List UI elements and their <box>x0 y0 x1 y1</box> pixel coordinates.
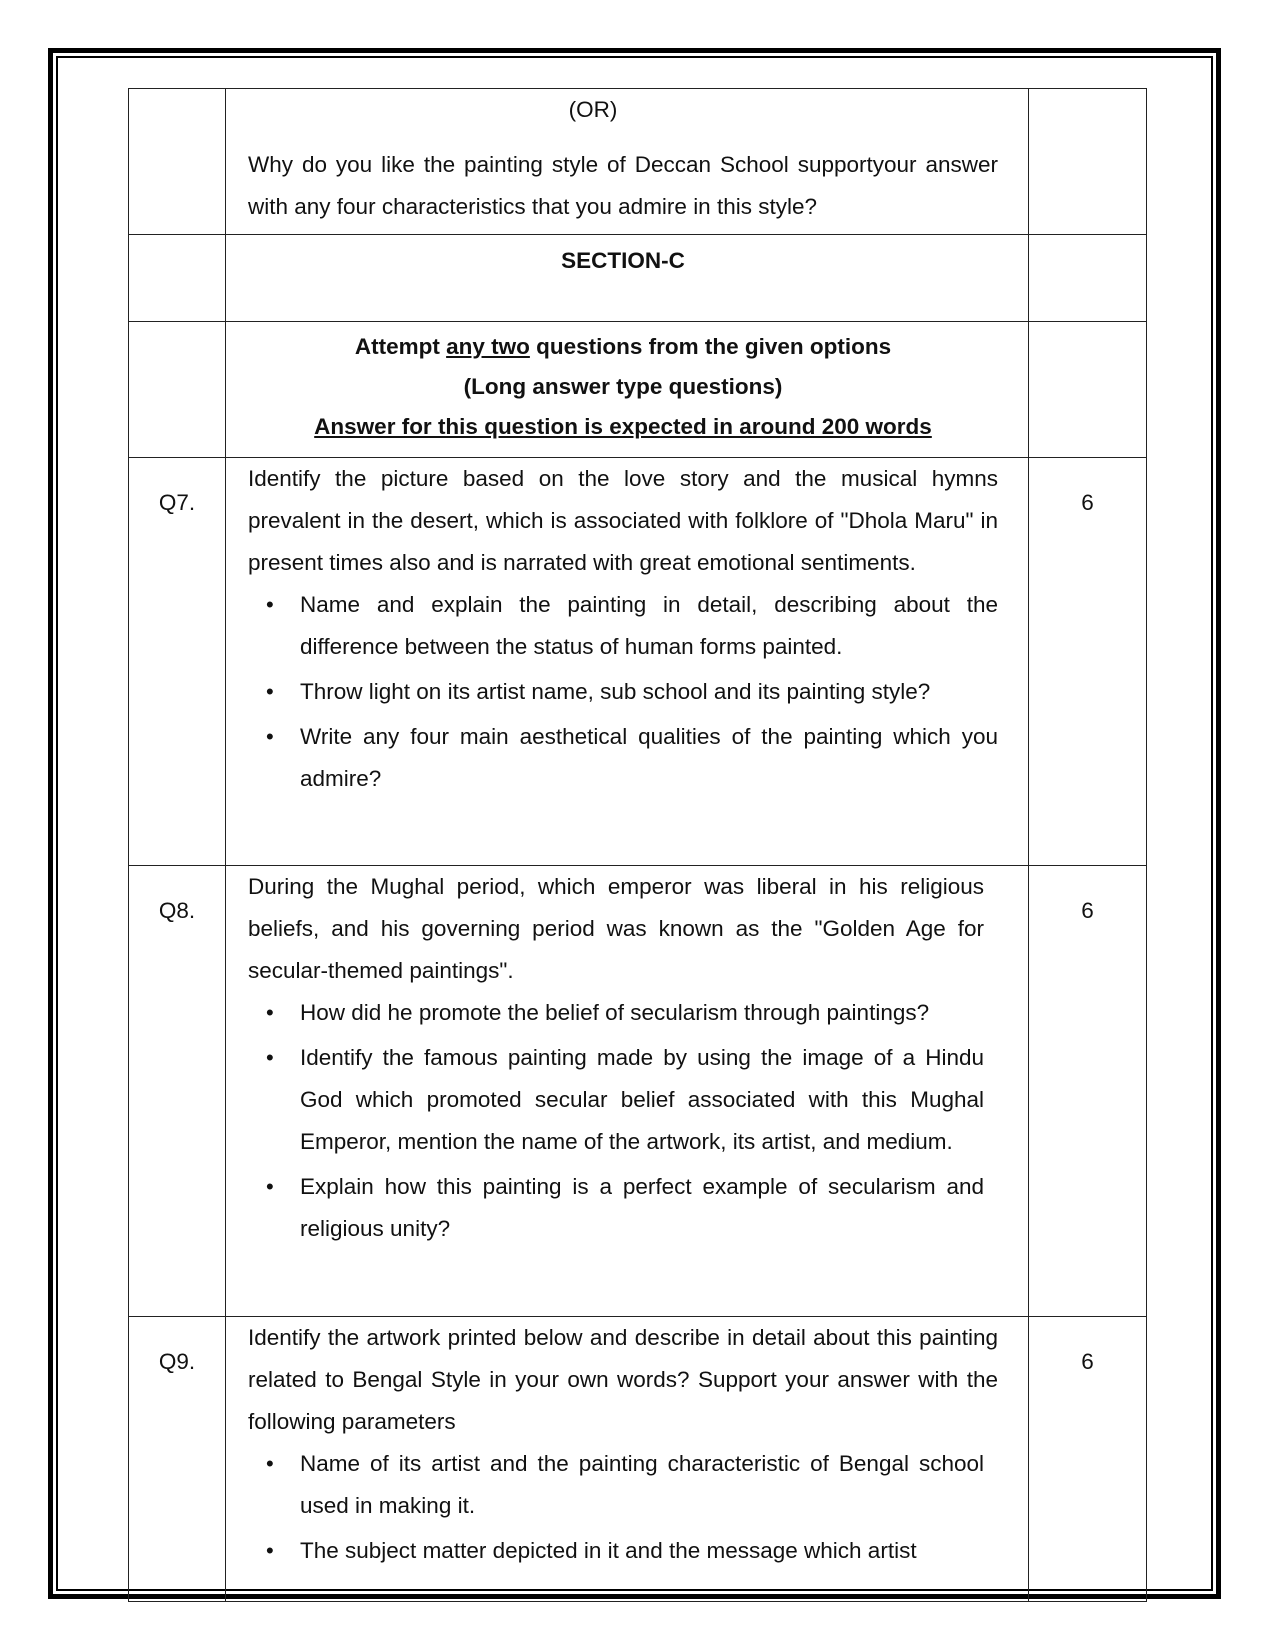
question-table <box>128 88 1147 1602</box>
question-bullets <box>248 992 984 1250</box>
or-row <box>129 89 1147 235</box>
marks-cell <box>1029 235 1147 322</box>
bullet-item: • Write any four main aesthetical qualities of the painting which you admire? <box>300 716 998 800</box>
question-number: Q8. <box>129 866 226 1317</box>
bullet-item: • Throw light on its artist name, sub school and its painting style? <box>300 671 998 713</box>
instruction-pre: Attempt <box>354 334 447 359</box>
question-marks: 6 <box>1029 866 1147 1317</box>
marks-cell <box>1029 89 1147 235</box>
question-row-q9 <box>129 1317 1147 1602</box>
bullet-item: • The subject matter depicted in it and the message which artist <box>300 1530 984 1572</box>
bullet-item: • Name of its artist and the painting characteristic of Bengal school used in making it. <box>300 1443 984 1527</box>
question-bullets <box>248 584 998 800</box>
bullet-item: • Identify the famous painting made by using the image of a Hindu God which promoted secular belief associated with this Mughal Emperor, mention the name of the artwork, its artist, and medium. <box>300 1037 984 1163</box>
question-content <box>226 1317 1029 1602</box>
question-number: Q9. <box>129 1317 226 1602</box>
bullet-item: • Explain how this painting is a perfect example of secularism and religious unity? <box>300 1166 984 1250</box>
number-cell <box>129 322 226 458</box>
question-text: During the Mughal period, which emperor was liberal in his religious beliefs, and his governing period was known as the "Golden Age for secular-themed paintings". <box>248 874 984 983</box>
question-bullets <box>248 1443 998 1572</box>
instruction-post: questions from the given options <box>529 334 892 359</box>
section-row <box>129 235 1147 322</box>
instructions-row <box>129 322 1147 458</box>
question-marks: 6 <box>1029 458 1147 866</box>
question-text: Identify the artwork printed below and describe in detail about this painting related to Bengal Style in your own words? Support your answer with the following parameters <box>248 1325 998 1434</box>
question-row-q8 <box>129 866 1147 1317</box>
or-content-cell <box>226 89 1029 235</box>
instruction-line-2: (Long answer type questions) <box>463 374 783 399</box>
question-text: Identify the picture based on the love story and the musical hymns prevalent in the desert, which is associated with folklore of "Dhola Maru" in present times also and is narrated with great emotional sentiments. <box>248 466 998 575</box>
instruction-line-3: Answer for this question is expected in around 200 words <box>314 414 932 439</box>
question-row-q7 <box>129 458 1147 866</box>
or-question-text: Why do you like the painting style of Deccan School supportyour answer with any four characteristics that you admire in this style? <box>248 152 998 219</box>
marks-cell <box>1029 322 1147 458</box>
or-label: (OR) <box>568 97 618 122</box>
question-number: Q7. <box>129 458 226 866</box>
number-cell <box>129 235 226 322</box>
question-content <box>226 866 1029 1317</box>
bullet-item: • How did he promote the belief of secularism through paintings? <box>300 992 984 1034</box>
instruction-underlined: any two <box>446 334 530 359</box>
section-content-cell <box>226 235 1029 322</box>
instructions-cell <box>226 322 1029 458</box>
section-title: SECTION-C <box>561 248 685 273</box>
instruction-line-1 <box>248 327 998 367</box>
question-content <box>226 458 1029 866</box>
bullet-item: • Name and explain the painting in detail, describing about the difference between the status of human forms painted. <box>300 584 998 668</box>
question-marks: 6 <box>1029 1317 1147 1602</box>
